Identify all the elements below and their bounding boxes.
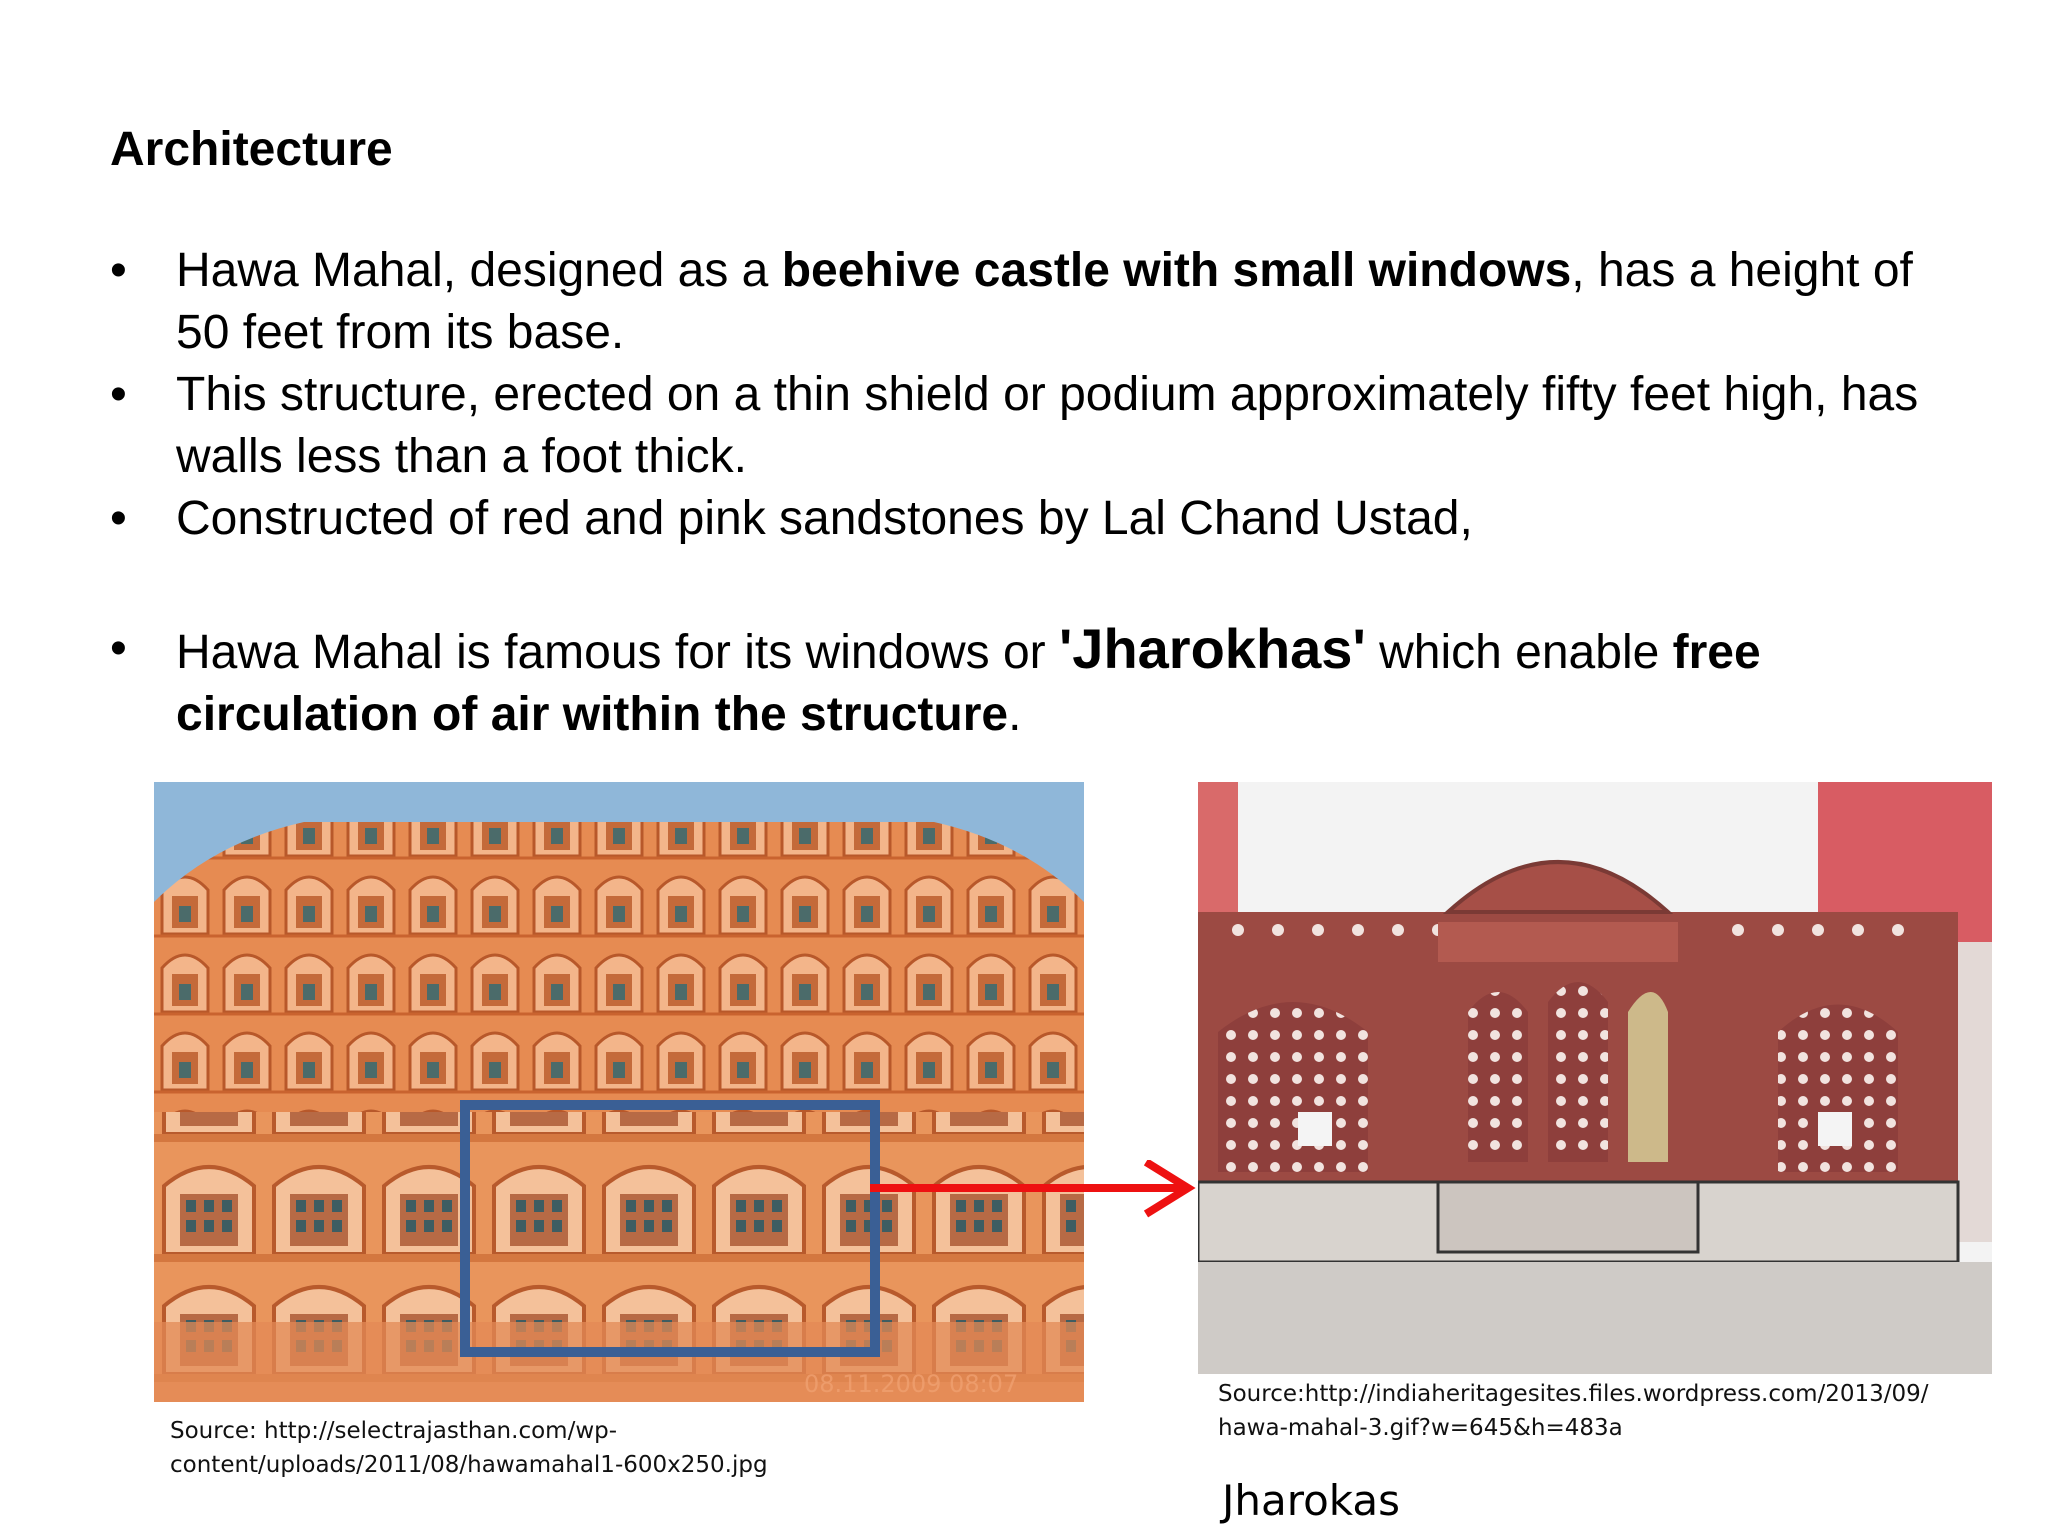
bullet-item [110,364,1970,488]
bullet-bold-text: free circulation of air within the structure [176,626,1761,741]
red-arrow [870,1160,1200,1220]
slide-title: Architecture [110,123,393,176]
facade-illustration [154,782,1084,1402]
bullet-dot: • [110,368,127,421]
hawa-mahal-facade-photo [154,782,1084,1402]
bullet-text: Constructed of red and pink sandstones by Lal Chand Ustad, [176,492,1473,545]
bullet-dot: • [110,244,127,297]
bullet-dot: • [110,492,127,545]
bullet-list [110,240,1970,746]
jharokha-illustration [1198,782,1992,1374]
bullet-text: Hawa Mahal, designed as a [176,244,782,297]
bullet-item [110,240,1970,364]
bullet-item [110,488,1970,550]
bullet-text: Hawa Mahal is famous for its windows or [176,626,1059,679]
right-source-caption: Source:http://indiaheritagesites.files.wordpress.com/2013/09/ hawa-mahal-3.gif?w=645&h=483a [1218,1381,1929,1441]
bullet-bold-text: 'Jharokhas' [1058,617,1366,680]
bullet-text: This structure, erected on a thin shield or podium approximately fifty feet high, has walls less than a foot thick. [176,368,1919,483]
bullet-dot: • [110,622,127,675]
bullet-item [110,618,1970,746]
bullet-text: which enable [1365,626,1673,679]
jharokas-label: Jharokas [1222,1476,1400,1525]
bullet-text: , has a height of 50 feet from its base. [176,244,1913,359]
bullet-bold-text: beehive castle with small windows [781,244,1572,297]
jharokha-photo [1198,782,1992,1374]
photo-timestamp: 08.11.2009 08:07 [804,1370,1019,1398]
bullet-text: . [1008,688,1022,741]
left-source-caption: Source: http://selectrajasthan.com/wp- content/uploads/2011/08/hawamahal1-600x250.jpg [170,1418,768,1478]
